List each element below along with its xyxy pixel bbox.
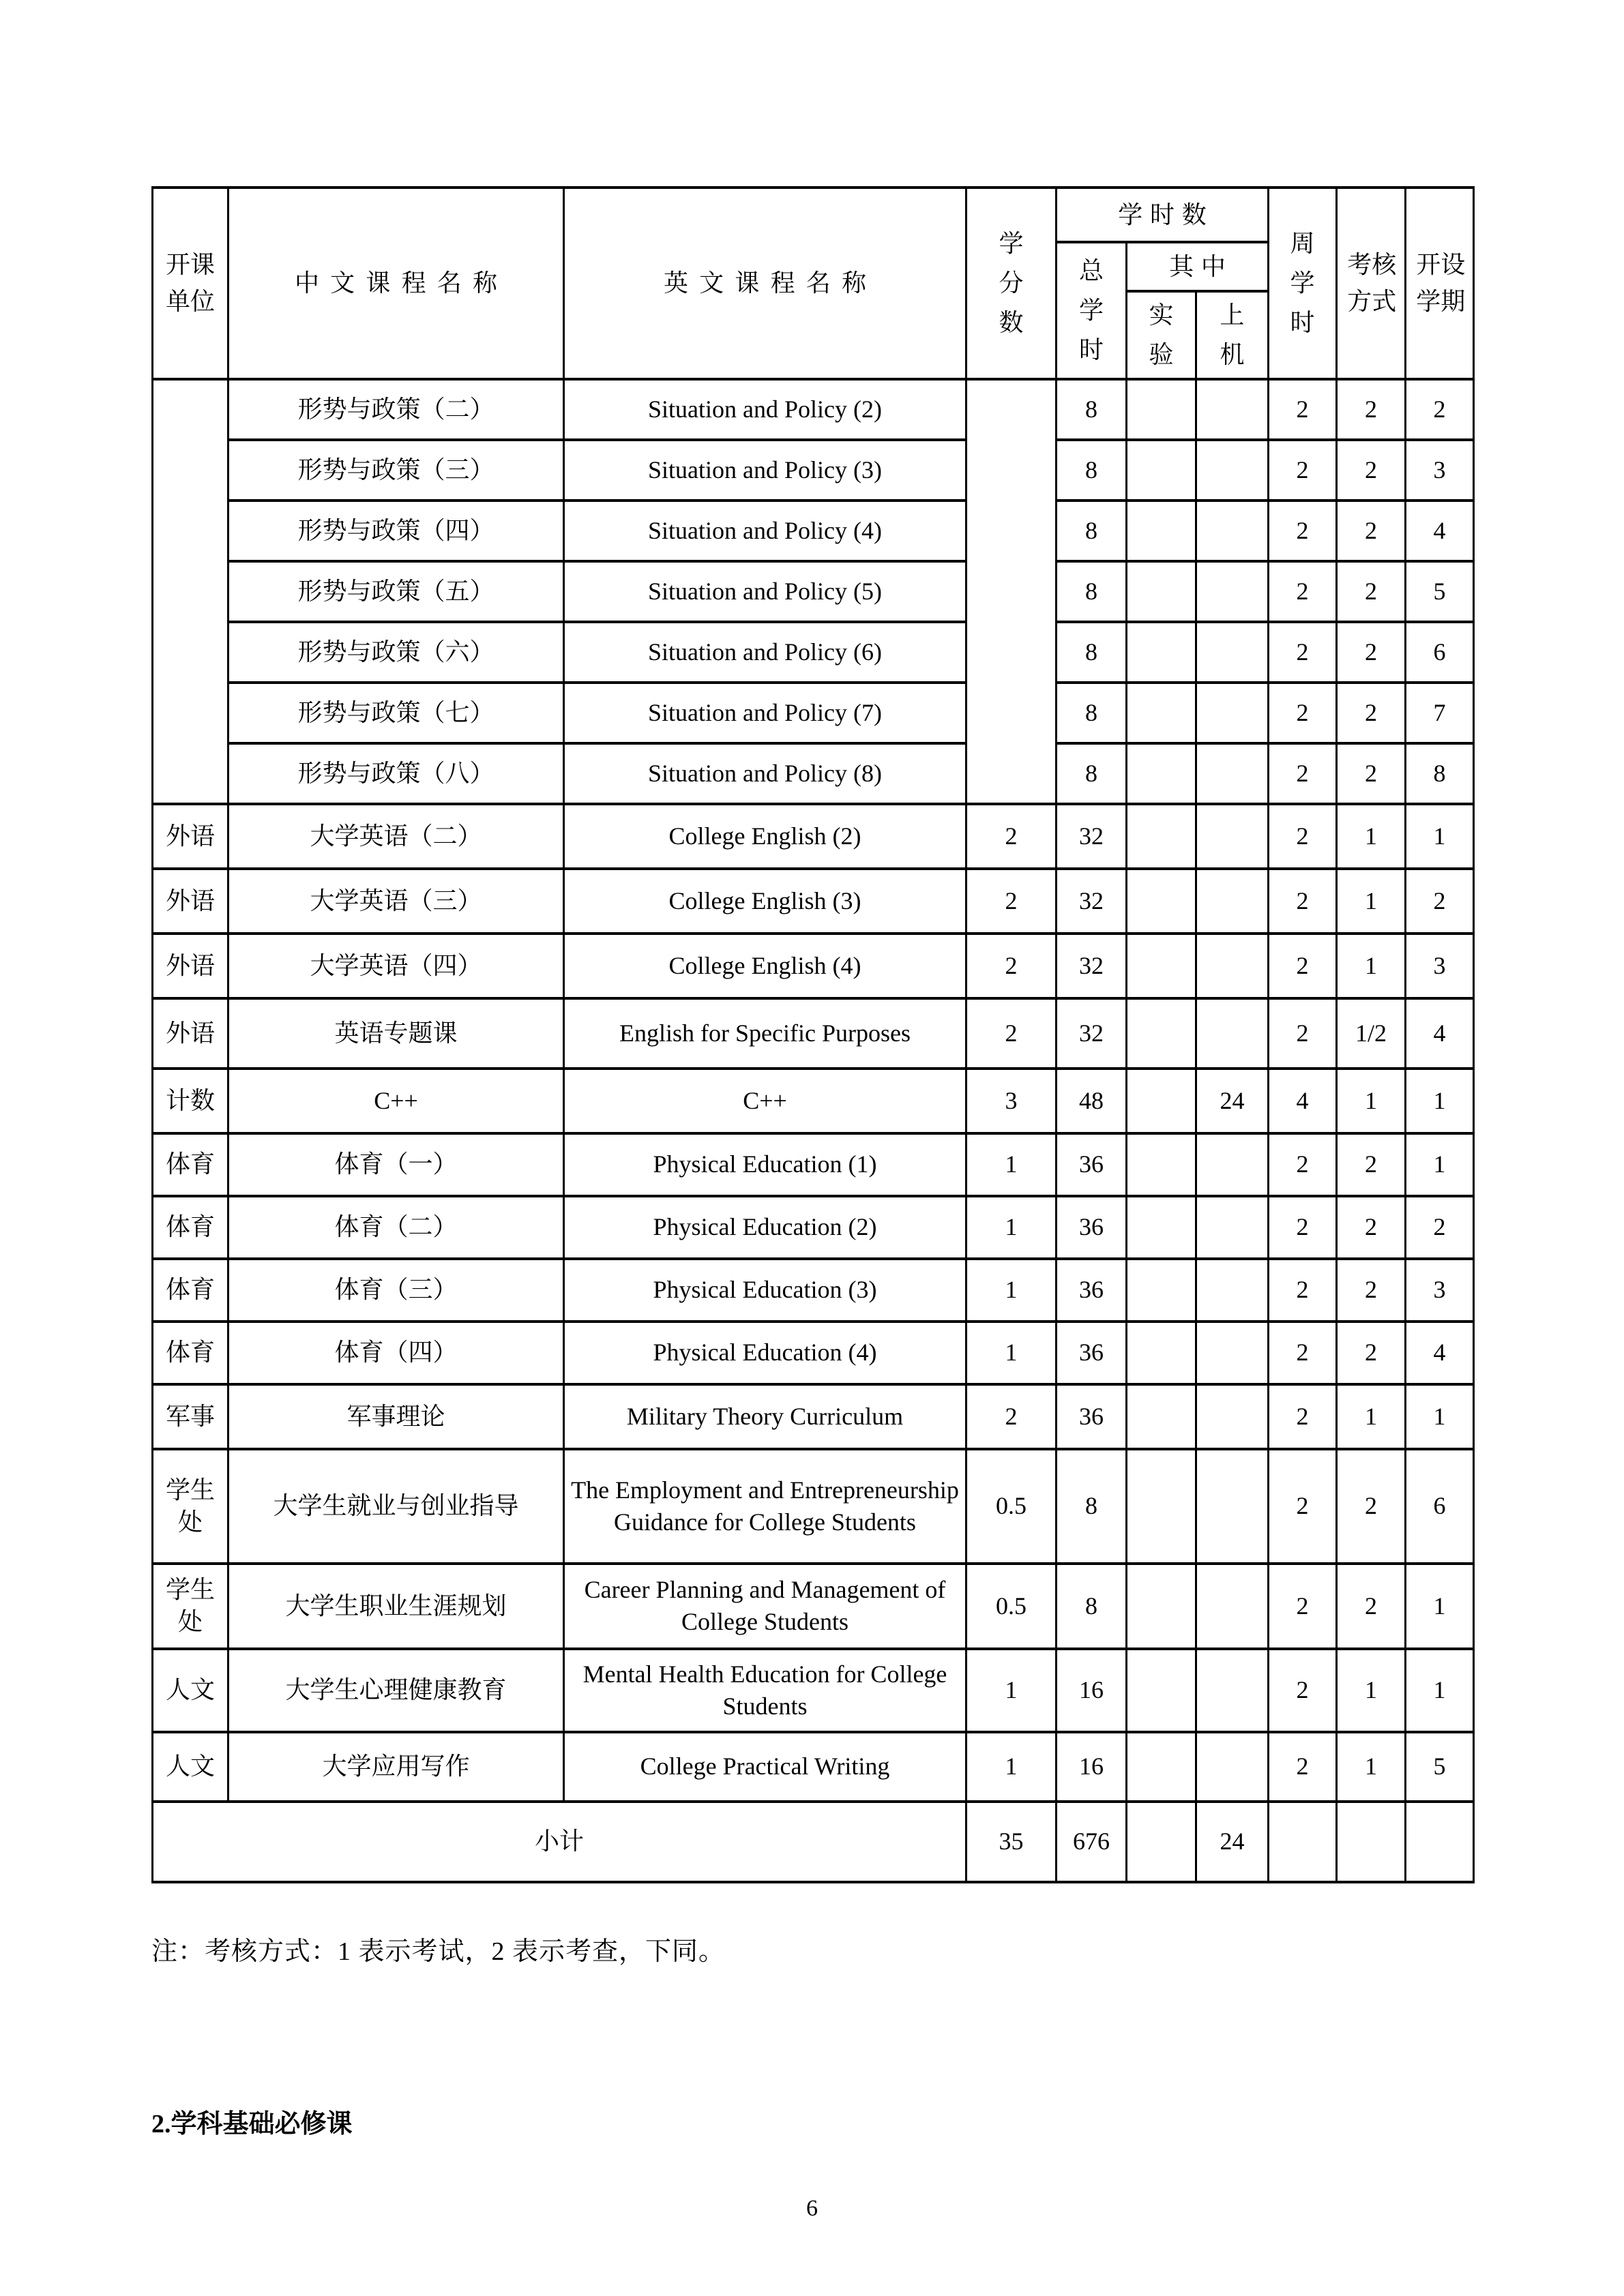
cell-unit-merged bbox=[153, 379, 228, 804]
cell-assessment: 1 bbox=[1337, 804, 1406, 869]
cell-experiment bbox=[1127, 622, 1196, 683]
cell-computer bbox=[1196, 743, 1269, 804]
cell-total-hours: 32 bbox=[1057, 998, 1127, 1069]
table-row bbox=[153, 1384, 1474, 1449]
cell-en-name: Situation and Policy (4) bbox=[564, 501, 966, 561]
cell-total-hours: 8 bbox=[1057, 379, 1127, 440]
cell-credits: 1 bbox=[966, 1732, 1057, 1802]
cell-zh-name: 大学生职业生涯规划 bbox=[228, 1564, 564, 1649]
table-row bbox=[153, 379, 1474, 440]
cell-experiment bbox=[1127, 1564, 1196, 1649]
cell-total-hours: 16 bbox=[1057, 1649, 1127, 1732]
cell-unit: 体育 bbox=[153, 1322, 228, 1384]
cell-credits: 2 bbox=[966, 1384, 1057, 1449]
cell-weekly-hours: 2 bbox=[1269, 934, 1337, 998]
table-row bbox=[153, 440, 1474, 501]
subtotal-computer: 24 bbox=[1196, 1802, 1269, 1882]
cell-semester: 8 bbox=[1406, 743, 1474, 804]
cell-en-name: The Employment and Entrepreneurship Guidance for College Students bbox=[564, 1449, 966, 1564]
cell-credits: 2 bbox=[966, 998, 1057, 1069]
cell-weekly-hours: 2 bbox=[1269, 1259, 1337, 1322]
cell-en-name: Military Theory Curriculum bbox=[564, 1384, 966, 1449]
cell-experiment bbox=[1127, 440, 1196, 501]
cell-computer bbox=[1196, 804, 1269, 869]
subtotal-assessment bbox=[1337, 1802, 1406, 1882]
cell-semester: 2 bbox=[1406, 379, 1474, 440]
cell-en-name: Physical Education (1) bbox=[564, 1133, 966, 1196]
cell-total-hours: 8 bbox=[1057, 501, 1127, 561]
table-row bbox=[153, 1069, 1474, 1133]
table-row bbox=[153, 683, 1474, 743]
cell-zh-name: 大学生心理健康教育 bbox=[228, 1649, 564, 1732]
subtotal-total-hours: 676 bbox=[1057, 1802, 1127, 1882]
subtotal-credits: 35 bbox=[966, 1802, 1057, 1882]
cell-weekly-hours: 2 bbox=[1269, 804, 1337, 869]
table-row bbox=[153, 1732, 1474, 1802]
cell-computer bbox=[1196, 1564, 1269, 1649]
header-semester-label: 开设学期 bbox=[1416, 251, 1466, 316]
table-row bbox=[153, 1322, 1474, 1384]
header-credits bbox=[966, 188, 1057, 379]
header-weekly-hours-label: 周学时 bbox=[1290, 229, 1315, 337]
table-row bbox=[153, 622, 1474, 683]
cell-credits: 1 bbox=[966, 1196, 1057, 1259]
cell-total-hours: 8 bbox=[1057, 1449, 1127, 1564]
cell-zh-name: 形势与政策（八） bbox=[228, 743, 564, 804]
cell-semester: 4 bbox=[1406, 998, 1474, 1069]
cell-en-name: Situation and Policy (5) bbox=[564, 561, 966, 622]
cell-computer bbox=[1196, 1259, 1269, 1322]
cell-unit: 体育 bbox=[153, 1133, 228, 1196]
cell-total-hours: 36 bbox=[1057, 1384, 1127, 1449]
cell-assessment: 2 bbox=[1337, 1322, 1406, 1384]
cell-credits: 0.5 bbox=[966, 1564, 1057, 1649]
cell-total-hours: 8 bbox=[1057, 1564, 1127, 1649]
header-computer-label: 上机 bbox=[1220, 301, 1245, 369]
cell-zh-name: 军事理论 bbox=[228, 1384, 564, 1449]
cell-zh-name: 体育（一） bbox=[228, 1133, 564, 1196]
cell-semester: 4 bbox=[1406, 501, 1474, 561]
header-unit bbox=[153, 188, 228, 379]
cell-computer bbox=[1196, 1649, 1269, 1732]
cell-zh-name: 形势与政策（七） bbox=[228, 683, 564, 743]
header-among: 其中 bbox=[1127, 242, 1269, 291]
cell-unit: 外语 bbox=[153, 804, 228, 869]
cell-assessment: 1/2 bbox=[1337, 998, 1406, 1069]
cell-zh-name: 英语专题课 bbox=[228, 998, 564, 1069]
cell-total-hours: 36 bbox=[1057, 1259, 1127, 1322]
header-experiment-label: 实验 bbox=[1149, 301, 1174, 369]
header-row-1 bbox=[153, 188, 1474, 242]
cell-unit: 人文 bbox=[153, 1732, 228, 1802]
cell-weekly-hours: 2 bbox=[1269, 1133, 1337, 1196]
cell-weekly-hours: 2 bbox=[1269, 561, 1337, 622]
subtotal-semester bbox=[1406, 1802, 1474, 1882]
cell-assessment: 1 bbox=[1337, 1069, 1406, 1133]
cell-credits: 1 bbox=[966, 1133, 1057, 1196]
cell-semester: 4 bbox=[1406, 1322, 1474, 1384]
cell-experiment bbox=[1127, 1069, 1196, 1133]
cell-computer: 24 bbox=[1196, 1069, 1269, 1133]
cell-en-name: Situation and Policy (6) bbox=[564, 622, 966, 683]
header-total-hours bbox=[1057, 242, 1127, 379]
cell-assessment: 2 bbox=[1337, 1259, 1406, 1322]
cell-en-name: College English (4) bbox=[564, 934, 966, 998]
cell-credits: 3 bbox=[966, 1069, 1057, 1133]
cell-semester: 1 bbox=[1406, 1649, 1474, 1732]
cell-assessment: 2 bbox=[1337, 1196, 1406, 1259]
cell-assessment: 1 bbox=[1337, 1649, 1406, 1732]
cell-unit: 体育 bbox=[153, 1259, 228, 1322]
cell-en-name: Situation and Policy (8) bbox=[564, 743, 966, 804]
header-assessment bbox=[1337, 188, 1406, 379]
cell-en-name: Career Planning and Management of College Students bbox=[564, 1564, 966, 1649]
header-credits-label: 学分数 bbox=[999, 229, 1024, 337]
table-row bbox=[153, 1196, 1474, 1259]
cell-en-name: Physical Education (2) bbox=[564, 1196, 966, 1259]
table-row bbox=[153, 869, 1474, 934]
header-weekly-hours bbox=[1269, 188, 1337, 379]
cell-credits: 0.5 bbox=[966, 1449, 1057, 1564]
cell-weekly-hours: 4 bbox=[1269, 1069, 1337, 1133]
cell-weekly-hours: 2 bbox=[1269, 1322, 1337, 1384]
cell-weekly-hours: 2 bbox=[1269, 379, 1337, 440]
cell-assessment: 1 bbox=[1337, 934, 1406, 998]
page-number: 6 bbox=[806, 2195, 818, 2221]
cell-en-name: College English (3) bbox=[564, 869, 966, 934]
cell-total-hours: 32 bbox=[1057, 804, 1127, 869]
cell-experiment bbox=[1127, 379, 1196, 440]
cell-total-hours: 8 bbox=[1057, 561, 1127, 622]
cell-computer bbox=[1196, 998, 1269, 1069]
cell-unit: 外语 bbox=[153, 869, 228, 934]
cell-computer bbox=[1196, 501, 1269, 561]
cell-en-name: Situation and Policy (7) bbox=[564, 683, 966, 743]
cell-computer bbox=[1196, 622, 1269, 683]
cell-total-hours: 16 bbox=[1057, 1732, 1127, 1802]
cell-experiment bbox=[1127, 998, 1196, 1069]
table-row bbox=[153, 998, 1474, 1069]
cell-zh-name: C++ bbox=[228, 1069, 564, 1133]
subtotal-label: 小计 bbox=[153, 1802, 966, 1882]
cell-credits: 2 bbox=[966, 804, 1057, 869]
cell-weekly-hours: 2 bbox=[1269, 998, 1337, 1069]
cell-zh-name: 体育（四） bbox=[228, 1322, 564, 1384]
cell-assessment: 1 bbox=[1337, 1384, 1406, 1449]
cell-zh-name: 形势与政策（四） bbox=[228, 501, 564, 561]
cell-assessment: 2 bbox=[1337, 622, 1406, 683]
cell-semester: 3 bbox=[1406, 440, 1474, 501]
cell-total-hours: 48 bbox=[1057, 1069, 1127, 1133]
cell-assessment: 2 bbox=[1337, 1449, 1406, 1564]
cell-en-name: Physical Education (4) bbox=[564, 1322, 966, 1384]
cell-en-name: Mental Health Education for College Students bbox=[564, 1649, 966, 1732]
header-computer bbox=[1196, 291, 1269, 379]
cell-computer bbox=[1196, 869, 1269, 934]
cell-semester: 1 bbox=[1406, 1564, 1474, 1649]
cell-computer bbox=[1196, 1133, 1269, 1196]
table-row bbox=[153, 501, 1474, 561]
cell-semester: 2 bbox=[1406, 869, 1474, 934]
cell-experiment bbox=[1127, 743, 1196, 804]
cell-computer bbox=[1196, 934, 1269, 998]
cell-computer bbox=[1196, 1322, 1269, 1384]
cell-semester: 1 bbox=[1406, 1384, 1474, 1449]
cell-experiment bbox=[1127, 1133, 1196, 1196]
cell-unit: 学生处 bbox=[153, 1564, 228, 1649]
table-row bbox=[153, 743, 1474, 804]
cell-weekly-hours: 2 bbox=[1269, 440, 1337, 501]
cell-semester: 1 bbox=[1406, 804, 1474, 869]
cell-assessment: 2 bbox=[1337, 440, 1406, 501]
cell-weekly-hours: 2 bbox=[1269, 1649, 1337, 1732]
subtotal-row bbox=[153, 1802, 1474, 1882]
cell-experiment bbox=[1127, 1322, 1196, 1384]
cell-assessment: 2 bbox=[1337, 743, 1406, 804]
cell-experiment bbox=[1127, 1384, 1196, 1449]
cell-semester: 1 bbox=[1406, 1133, 1474, 1196]
cell-assessment: 2 bbox=[1337, 379, 1406, 440]
cell-computer bbox=[1196, 379, 1269, 440]
cell-total-hours: 32 bbox=[1057, 934, 1127, 998]
cell-zh-name: 体育（二） bbox=[228, 1196, 564, 1259]
cell-total-hours: 8 bbox=[1057, 440, 1127, 501]
cell-weekly-hours: 2 bbox=[1269, 743, 1337, 804]
cell-computer bbox=[1196, 1449, 1269, 1564]
subtotal-experiment bbox=[1127, 1802, 1196, 1882]
cell-zh-name: 形势与政策（二） bbox=[228, 379, 564, 440]
cell-semester: 6 bbox=[1406, 1449, 1474, 1564]
cell-zh-name: 体育（三） bbox=[228, 1259, 564, 1322]
cell-computer bbox=[1196, 1196, 1269, 1259]
section-heading: 2.学科基础必修课 bbox=[151, 2109, 353, 2138]
cell-computer bbox=[1196, 561, 1269, 622]
cell-assessment: 2 bbox=[1337, 1564, 1406, 1649]
header-assessment-label: 考核方式 bbox=[1347, 251, 1397, 316]
cell-total-hours: 36 bbox=[1057, 1322, 1127, 1384]
cell-zh-name: 大学生就业与创业指导 bbox=[228, 1449, 564, 1564]
cell-semester: 5 bbox=[1406, 561, 1474, 622]
cell-semester: 3 bbox=[1406, 1259, 1474, 1322]
cell-unit: 外语 bbox=[153, 998, 228, 1069]
header-zh-name: 中文课程名称 bbox=[228, 188, 564, 379]
cell-credits-merged bbox=[966, 379, 1057, 804]
cell-total-hours: 36 bbox=[1057, 1196, 1127, 1259]
cell-total-hours: 8 bbox=[1057, 743, 1127, 804]
table-row bbox=[153, 1259, 1474, 1322]
header-total-hours-label: 总学时 bbox=[1078, 256, 1104, 364]
cell-unit: 军事 bbox=[153, 1384, 228, 1449]
cell-computer bbox=[1196, 440, 1269, 501]
cell-experiment bbox=[1127, 1732, 1196, 1802]
cell-computer bbox=[1196, 1732, 1269, 1802]
table-row bbox=[153, 1649, 1474, 1732]
cell-weekly-hours: 2 bbox=[1269, 1384, 1337, 1449]
cell-zh-name: 大学英语（三） bbox=[228, 869, 564, 934]
cell-experiment bbox=[1127, 683, 1196, 743]
footnote: 注：考核方式：1 表示考试，2 表示考查，下同。 bbox=[151, 1937, 726, 1966]
cell-total-hours: 8 bbox=[1057, 622, 1127, 683]
cell-experiment bbox=[1127, 561, 1196, 622]
cell-unit: 人文 bbox=[153, 1649, 228, 1732]
cell-computer bbox=[1196, 1384, 1269, 1449]
cell-assessment: 2 bbox=[1337, 561, 1406, 622]
cell-unit: 学生处 bbox=[153, 1449, 228, 1564]
cell-zh-name: 形势与政策（六） bbox=[228, 622, 564, 683]
cell-total-hours: 36 bbox=[1057, 1133, 1127, 1196]
cell-credits: 1 bbox=[966, 1322, 1057, 1384]
cell-semester: 3 bbox=[1406, 934, 1474, 998]
header-unit-label: 开课单位 bbox=[165, 251, 215, 316]
table-row bbox=[153, 1133, 1474, 1196]
cell-weekly-hours: 2 bbox=[1269, 1196, 1337, 1259]
cell-zh-name: 大学英语（二） bbox=[228, 804, 564, 869]
cell-experiment bbox=[1127, 1196, 1196, 1259]
cell-unit: 外语 bbox=[153, 934, 228, 998]
cell-semester: 7 bbox=[1406, 683, 1474, 743]
cell-en-name: Physical Education (3) bbox=[564, 1259, 966, 1322]
cell-semester: 6 bbox=[1406, 622, 1474, 683]
cell-total-hours: 8 bbox=[1057, 683, 1127, 743]
cell-zh-name: 大学应用写作 bbox=[228, 1732, 564, 1802]
cell-weekly-hours: 2 bbox=[1269, 622, 1337, 683]
cell-experiment bbox=[1127, 934, 1196, 998]
cell-en-name: Situation and Policy (3) bbox=[564, 440, 966, 501]
cell-weekly-hours: 2 bbox=[1269, 869, 1337, 934]
cell-weekly-hours: 2 bbox=[1269, 1564, 1337, 1649]
course-table bbox=[151, 186, 1475, 1883]
cell-semester: 5 bbox=[1406, 1732, 1474, 1802]
cell-zh-name: 大学英语（四） bbox=[228, 934, 564, 998]
cell-experiment bbox=[1127, 1649, 1196, 1732]
cell-weekly-hours: 2 bbox=[1269, 501, 1337, 561]
cell-total-hours: 32 bbox=[1057, 869, 1127, 934]
cell-assessment: 1 bbox=[1337, 1732, 1406, 1802]
table-row bbox=[153, 1449, 1474, 1564]
header-hours-group: 学时数 bbox=[1057, 188, 1269, 242]
cell-experiment bbox=[1127, 869, 1196, 934]
cell-experiment bbox=[1127, 1259, 1196, 1322]
table-row bbox=[153, 934, 1474, 998]
cell-experiment bbox=[1127, 804, 1196, 869]
cell-assessment: 2 bbox=[1337, 1133, 1406, 1196]
cell-en-name: C++ bbox=[564, 1069, 966, 1133]
cell-credits: 1 bbox=[966, 1649, 1057, 1732]
table-row bbox=[153, 561, 1474, 622]
cell-weekly-hours: 2 bbox=[1269, 683, 1337, 743]
cell-semester: 2 bbox=[1406, 1196, 1474, 1259]
cell-en-name: Situation and Policy (2) bbox=[564, 379, 966, 440]
cell-unit: 体育 bbox=[153, 1196, 228, 1259]
table-row bbox=[153, 1564, 1474, 1649]
cell-zh-name: 形势与政策（五） bbox=[228, 561, 564, 622]
cell-credits: 2 bbox=[966, 869, 1057, 934]
cell-experiment bbox=[1127, 1449, 1196, 1564]
cell-en-name: College Practical Writing bbox=[564, 1732, 966, 1802]
cell-zh-name: 形势与政策（三） bbox=[228, 440, 564, 501]
cell-assessment: 2 bbox=[1337, 683, 1406, 743]
table-row bbox=[153, 804, 1474, 869]
header-experiment bbox=[1127, 291, 1196, 379]
cell-en-name: College English (2) bbox=[564, 804, 966, 869]
cell-weekly-hours: 2 bbox=[1269, 1732, 1337, 1802]
cell-computer bbox=[1196, 683, 1269, 743]
header-semester bbox=[1406, 188, 1474, 379]
subtotal-weekly-hours bbox=[1269, 1802, 1337, 1882]
header-en-name: 英文课程名称 bbox=[564, 188, 966, 379]
cell-credits: 2 bbox=[966, 934, 1057, 998]
cell-weekly-hours: 2 bbox=[1269, 1449, 1337, 1564]
cell-semester: 1 bbox=[1406, 1069, 1474, 1133]
cell-assessment: 2 bbox=[1337, 501, 1406, 561]
cell-en-name: English for Specific Purposes bbox=[564, 998, 966, 1069]
cell-credits: 1 bbox=[966, 1259, 1057, 1322]
cell-experiment bbox=[1127, 501, 1196, 561]
cell-assessment: 1 bbox=[1337, 869, 1406, 934]
cell-unit: 计数 bbox=[153, 1069, 228, 1133]
